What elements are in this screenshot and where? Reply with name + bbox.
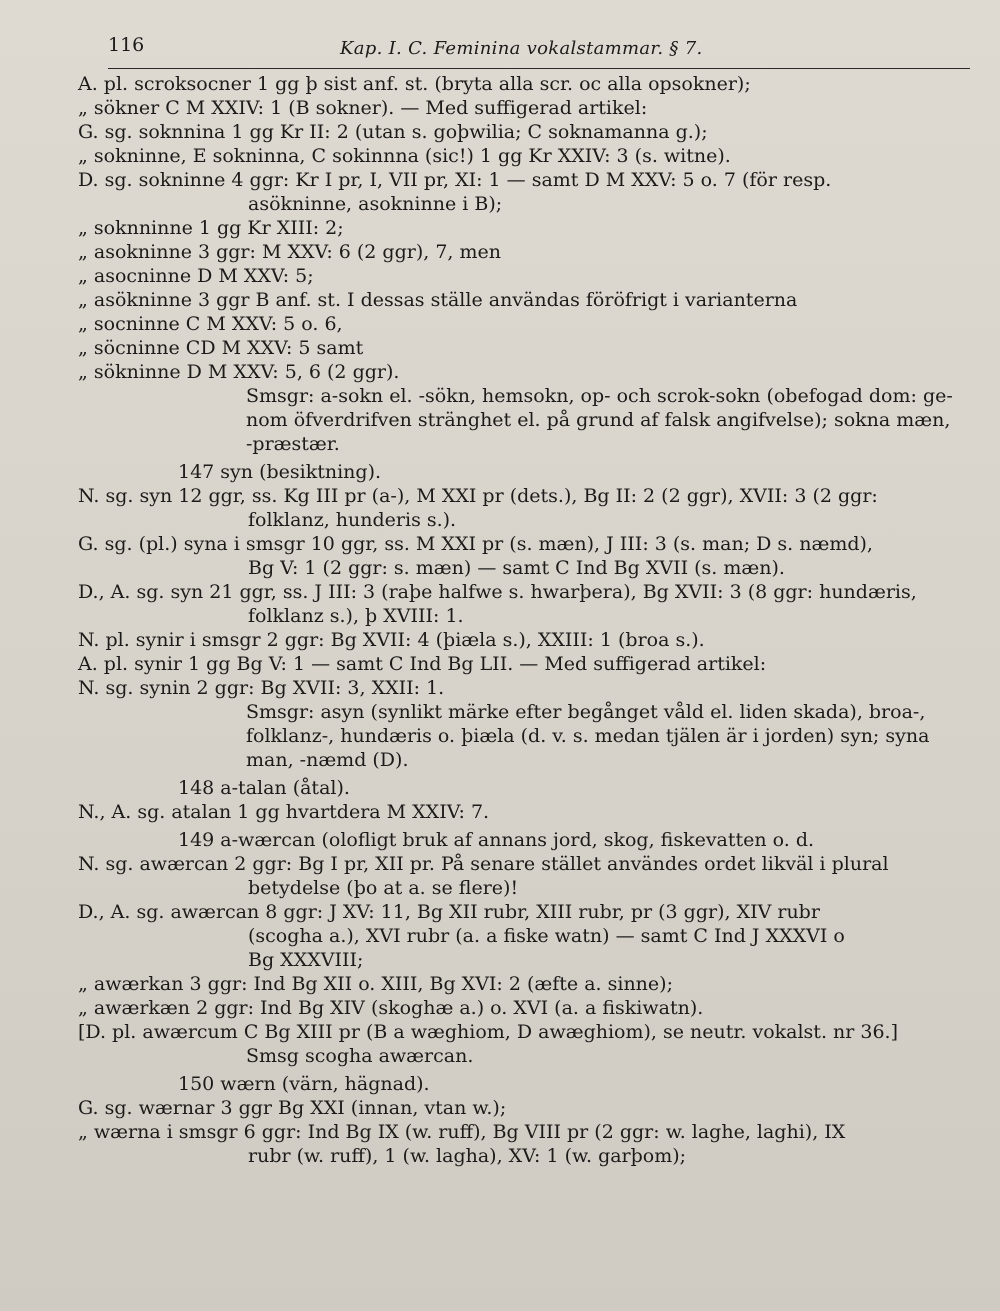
entry-heading-148: 148 a-talan (åtal). xyxy=(178,777,350,799)
text-line: [D. pl. awærcum C Bg XIII pr (B a wæghiom, D awæghiom), se neutr. vokalst. nr 36.] xyxy=(78,1021,899,1043)
text-line: -præstær. xyxy=(246,433,340,455)
text-line: „ soknninne 1 gg Kr XIII: 2; xyxy=(78,217,344,239)
page-header xyxy=(108,28,970,69)
text-line: folklanz, hunderis s.). xyxy=(248,509,457,531)
text-line: man, -næmd (D). xyxy=(246,749,409,771)
text-line: nom öfverdrifven stränghet el. på grund af falsk angifvelse); sokna mæn, xyxy=(246,409,951,431)
text-line: „ wærna i smsgr 6 ggr: Ind Bg IX (w. ruff), Bg VIII pr (2 ggr: w. laghe, laghi), IX xyxy=(78,1121,846,1143)
text-line: (scogha a.), XVI rubr (a. a fiske watn) — samt C Ind J XXXVI o xyxy=(248,925,845,947)
text-line: N. pl. synir i smsgr 2 ggr: Bg XVII: 4 (þiæla s.), XXIII: 1 (broa s.). xyxy=(78,629,705,651)
text-line: Bg V: 1 (2 ggr: s. mæn) — samt C Ind Bg XVII (s. mæn). xyxy=(248,557,785,579)
text-line: N. sg. syn 12 ggr, ss. Kg III pr (a-), M XXI pr (dets.), Bg II: 2 (2 ggr), XVII: 3 (2 ggr: xyxy=(78,485,878,507)
running-title: Kap. I. C. Feminina vokalstammar. § 7. xyxy=(340,38,703,59)
text-line: „ asökninne 3 ggr B anf. st. I dessas ställe användas föröfrigt i varianterna xyxy=(78,289,798,311)
text-line: „ sokninne, E sokninna, C sokinnna (sic!) 1 gg Kr XXIV: 3 (s. witne). xyxy=(78,145,731,167)
text-line: „ sökninne D M XXV: 5, 6 (2 ggr). xyxy=(78,361,400,383)
entry-heading-149: 149 a-wærcan (olofligt bruk af annans jord, skog, fiskevatten o. d. xyxy=(178,829,815,851)
text-line: D., A. sg. awærcan 8 ggr: J XV: 11, Bg XII rubr, XIII rubr, pr (3 ggr), XIV rubr xyxy=(78,901,820,923)
text-line: G. sg. wærnar 3 ggr Bg XXI (innan, vtan w.); xyxy=(78,1097,507,1119)
text-line: N., A. sg. atalan 1 gg hvartdera M XXIV: 7. xyxy=(78,801,490,823)
page-body xyxy=(78,72,968,1168)
text-line: betydelse (þo at a. se flere)! xyxy=(248,877,519,899)
text-line: Smsg scogha awærcan. xyxy=(246,1045,474,1067)
text-line: asökninne, asokninne i B); xyxy=(248,193,503,215)
text-line: Smsgr: a-sokn el. -sökn, hemsokn, op- och scrok-sokn (obefogad dom: ge- xyxy=(246,385,953,407)
text-line: D., A. sg. syn 21 ggr, ss. J III: 3 (raþe halfwe s. hwarþera), Bg XVII: 3 (8 ggr: hundæris, xyxy=(78,581,917,603)
entry-heading-150: 150 wærn (värn, hägnad). xyxy=(178,1073,430,1095)
text-line: N. sg. synin 2 ggr: Bg XVII: 3, XXII: 1. xyxy=(78,677,445,699)
text-line: A. pl. scroksocner 1 gg þ sist anf. st. (bryta alla scr. oc alla opsokner); xyxy=(78,73,751,95)
text-line: Smsgr: asyn (synlikt märke efter begånget våld el. liden skada), broa-, xyxy=(246,701,926,723)
page-number: 116 xyxy=(108,34,145,56)
text-line: G. sg. soknnina 1 gg Kr II: 2 (utan s. goþwilia; C soknamanna g.); xyxy=(78,121,708,143)
text-line: „ söcninne CD M XXV: 5 samt xyxy=(78,337,364,359)
text-line: folklanz-, hundæris o. þiæla (d. v. s. medan tjälen är i jorden) syn; syna xyxy=(246,725,930,747)
text-line: „ sökner C M XXIV: 1 (B sokner). — Med suffigerad artikel: xyxy=(78,97,648,119)
text-line: D. sg. sokninne 4 ggr: Kr I pr, I, VII pr, XI: 1 — samt D M XXV: 5 o. 7 (för resp. xyxy=(78,169,832,191)
text-line: „ asocninne D M XXV: 5; xyxy=(78,265,314,287)
text-line: „ socninne C M XXV: 5 o. 6, xyxy=(78,313,343,335)
text-line: A. pl. synir 1 gg Bg V: 1 — samt C Ind Bg LII. — Med suffigerad artikel: xyxy=(78,653,767,675)
text-line: „ awærkæn 2 ggr: Ind Bg XIV (skoghæ a.) o. XVI (a. a fiskiwatn). xyxy=(78,997,704,1019)
text-line: rubr (w. ruff), 1 (w. lagha), XV: 1 (w. garþom); xyxy=(248,1145,687,1167)
text-line: G. sg. (pl.) syna i smsgr 10 ggr, ss. M XXI pr (s. mæn), J III: 3 (s. man; D s. næmd), xyxy=(78,533,873,555)
entry-heading-147: 147 syn (besiktning). xyxy=(178,461,382,483)
text-line: Bg XXXVIII; xyxy=(248,949,364,971)
text-line: „ asokninne 3 ggr: M XXV: 6 (2 ggr), 7, men xyxy=(78,241,501,263)
text-line: folklanz s.), þ XVIII: 1. xyxy=(248,605,464,627)
text-line: „ awærkan 3 ggr: Ind Bg XII o. XIII, Bg XVI: 2 (æfte a. sinne); xyxy=(78,973,673,995)
text-line: N. sg. awærcan 2 ggr: Bg I pr, XII pr. På senare stället användes ordet likväl i plural xyxy=(78,853,889,875)
